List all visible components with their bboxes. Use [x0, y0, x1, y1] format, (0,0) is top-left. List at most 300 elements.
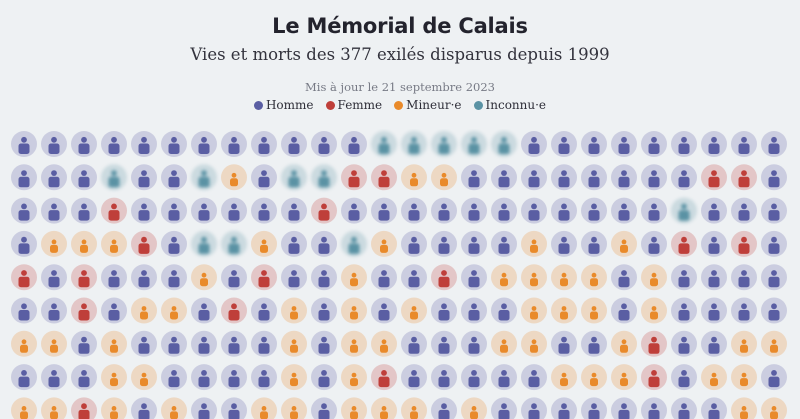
- person-head-icon: [201, 403, 207, 409]
- person-tile-homme[interactable]: [401, 364, 427, 390]
- person-tile-inconnu[interactable]: [191, 164, 217, 190]
- person-tile-homme[interactable]: [611, 131, 637, 157]
- person-tile-inconnu[interactable]: [671, 198, 697, 224]
- person-tile-homme[interactable]: [641, 164, 667, 190]
- person-tile-homme[interactable]: [551, 397, 577, 419]
- person-tile-mineur[interactable]: [371, 397, 397, 419]
- person-grid-svg: [0, 129, 800, 419]
- person-tile-inconnu[interactable]: [491, 131, 517, 157]
- person-tile-mineur[interactable]: [341, 397, 367, 419]
- person-head-icon: [201, 337, 207, 343]
- person-tile-homme[interactable]: [521, 364, 547, 390]
- person-tile-mineur[interactable]: [161, 298, 187, 324]
- person-tile-femme[interactable]: [641, 331, 667, 357]
- person-tile-homme[interactable]: [761, 264, 787, 290]
- person-tile-mineur[interactable]: [401, 298, 427, 324]
- person-tile-femme[interactable]: [731, 231, 757, 257]
- person-head-icon: [742, 406, 747, 411]
- person-tile-mineur[interactable]: [581, 264, 607, 290]
- person-body-icon: [260, 411, 268, 419]
- person-tile-femme[interactable]: [701, 164, 727, 190]
- person-tile-homme[interactable]: [521, 397, 547, 419]
- person-body-icon: [350, 312, 358, 320]
- person-tile-femme[interactable]: [371, 164, 397, 190]
- person-tile-homme[interactable]: [311, 331, 337, 357]
- person-tile-homme[interactable]: [161, 164, 187, 190]
- person-body-icon: [739, 177, 750, 188]
- person-tile-homme[interactable]: [221, 131, 247, 157]
- person-head-icon: [81, 204, 87, 210]
- person-tile-homme[interactable]: [461, 231, 487, 257]
- person-tile-homme[interactable]: [281, 131, 307, 157]
- person-tile-mineur[interactable]: [731, 397, 757, 419]
- person-tile-homme[interactable]: [761, 164, 787, 190]
- person-tile-homme[interactable]: [161, 131, 187, 157]
- person-tile-homme[interactable]: [611, 264, 637, 290]
- person-tile-mineur[interactable]: [341, 264, 367, 290]
- person-tile-mineur[interactable]: [521, 231, 547, 257]
- person-tile-homme[interactable]: [701, 131, 727, 157]
- person-tile-inconnu[interactable]: [401, 131, 427, 157]
- person-tile-homme[interactable]: [401, 231, 427, 257]
- person-tile-homme[interactable]: [491, 298, 517, 324]
- person-body-icon: [79, 310, 90, 321]
- person-tile-homme[interactable]: [461, 264, 487, 290]
- person-tile-inconnu[interactable]: [311, 164, 337, 190]
- person-tile-homme[interactable]: [761, 364, 787, 390]
- person-tile-homme[interactable]: [251, 298, 277, 324]
- legend-dot-inconnu: [474, 101, 483, 110]
- person-tile-homme[interactable]: [551, 164, 577, 190]
- person-tile-mineur[interactable]: [101, 331, 127, 357]
- person-tile-mineur[interactable]: [431, 164, 457, 190]
- person-tile-homme[interactable]: [251, 364, 277, 390]
- person-tile-homme[interactable]: [461, 298, 487, 324]
- person-tile-mineur[interactable]: [641, 264, 667, 290]
- person-tile-homme[interactable]: [431, 298, 457, 324]
- person-tile-inconnu[interactable]: [371, 131, 397, 157]
- person-head-icon: [381, 170, 387, 176]
- person-tile-homme[interactable]: [701, 264, 727, 290]
- person-tile-homme[interactable]: [761, 131, 787, 157]
- person-body-icon: [439, 243, 450, 254]
- person-tile-homme[interactable]: [491, 164, 517, 190]
- person-head-icon: [81, 270, 87, 276]
- person-head-icon: [381, 204, 387, 210]
- person-tile-homme[interactable]: [581, 164, 607, 190]
- person-tile-homme[interactable]: [191, 198, 217, 224]
- person-tile-homme[interactable]: [521, 131, 547, 157]
- person-head-icon: [172, 406, 177, 411]
- person-tile-homme[interactable]: [71, 131, 97, 157]
- person-tile-homme[interactable]: [131, 198, 157, 224]
- person-tile-homme[interactable]: [161, 331, 187, 357]
- person-tile-inconnu[interactable]: [341, 231, 367, 257]
- person-body-icon: [619, 277, 630, 288]
- person-body-icon: [349, 177, 360, 188]
- person-tile-mineur[interactable]: [521, 298, 547, 324]
- person-tile-homme[interactable]: [581, 231, 607, 257]
- person-tile-homme[interactable]: [191, 131, 217, 157]
- person-tile-homme[interactable]: [701, 397, 727, 419]
- person-tile-homme[interactable]: [281, 198, 307, 224]
- person-body-icon: [379, 377, 390, 388]
- person-tile-homme[interactable]: [641, 198, 667, 224]
- person-head-icon: [292, 306, 297, 311]
- person-tile-homme[interactable]: [371, 198, 397, 224]
- person-head-icon: [681, 137, 687, 143]
- person-tile-mineur[interactable]: [581, 298, 607, 324]
- person-body-icon: [739, 210, 750, 221]
- person-head-icon: [771, 303, 777, 309]
- person-tile-homme[interactable]: [491, 198, 517, 224]
- person-tile-homme[interactable]: [311, 131, 337, 157]
- person-tile-mineur[interactable]: [641, 298, 667, 324]
- person-tile-mineur[interactable]: [341, 298, 367, 324]
- person-tile-mineur[interactable]: [71, 231, 97, 257]
- person-tile-femme[interactable]: [221, 298, 247, 324]
- person-tile-homme[interactable]: [671, 331, 697, 357]
- person-tile-mineur[interactable]: [371, 231, 397, 257]
- person-tile-femme[interactable]: [311, 198, 337, 224]
- person-tile-homme[interactable]: [671, 131, 697, 157]
- person-tile-homme[interactable]: [401, 331, 427, 357]
- person-tile-homme[interactable]: [191, 397, 217, 419]
- person-head-icon: [201, 204, 207, 210]
- person-tile-femme[interactable]: [101, 198, 127, 224]
- legend-item-inconnu[interactable]: [474, 98, 547, 112]
- person-tile-mineur[interactable]: [371, 331, 397, 357]
- person-tile-homme[interactable]: [161, 264, 187, 290]
- person-head-icon: [412, 306, 417, 311]
- person-body-icon: [560, 378, 568, 386]
- person-tile-homme[interactable]: [701, 231, 727, 257]
- person-tile-homme[interactable]: [731, 131, 757, 157]
- person-tile-homme[interactable]: [341, 131, 367, 157]
- person-tile-homme[interactable]: [491, 364, 517, 390]
- person-tile-homme[interactable]: [101, 131, 127, 157]
- person-tile-mineur[interactable]: [761, 397, 787, 419]
- person-tile-femme[interactable]: [71, 264, 97, 290]
- person-tile-mineur[interactable]: [161, 397, 187, 419]
- person-tile-homme[interactable]: [131, 164, 157, 190]
- person-tile-homme[interactable]: [41, 364, 67, 390]
- person-tile-homme[interactable]: [251, 331, 277, 357]
- person-tile-homme[interactable]: [161, 231, 187, 257]
- person-tile-mineur[interactable]: [611, 331, 637, 357]
- person-tile-homme[interactable]: [551, 231, 577, 257]
- person-tile-homme[interactable]: [191, 298, 217, 324]
- person-tile-homme[interactable]: [461, 331, 487, 357]
- person-tile-inconnu[interactable]: [281, 164, 307, 190]
- person-tile-mineur[interactable]: [731, 364, 757, 390]
- person-tile-homme[interactable]: [701, 198, 727, 224]
- person-head-icon: [441, 137, 447, 143]
- person-tile-homme[interactable]: [581, 331, 607, 357]
- person-tile-mineur[interactable]: [461, 397, 487, 419]
- legend-item-femme[interactable]: [326, 98, 383, 112]
- person-tile-homme[interactable]: [311, 298, 337, 324]
- person-tile-homme[interactable]: [431, 397, 457, 419]
- person-body-icon: [170, 312, 178, 320]
- person-tile-homme[interactable]: [311, 364, 337, 390]
- person-tile-mineur[interactable]: [11, 397, 37, 419]
- person-tile-homme[interactable]: [41, 264, 67, 290]
- person-body-icon: [589, 410, 600, 419]
- person-tile-mineur[interactable]: [401, 397, 427, 419]
- person-tile-mineur[interactable]: [341, 331, 367, 357]
- person-tile-homme[interactable]: [71, 164, 97, 190]
- person-body-icon: [139, 177, 150, 188]
- person-tile-mineur[interactable]: [101, 397, 127, 419]
- person-tile-inconnu[interactable]: [101, 164, 127, 190]
- person-tile-mineur[interactable]: [611, 231, 637, 257]
- person-tile-femme[interactable]: [431, 264, 457, 290]
- person-tile-mineur[interactable]: [131, 298, 157, 324]
- person-tile-homme[interactable]: [581, 131, 607, 157]
- person-tile-mineur[interactable]: [11, 331, 37, 357]
- person-tile-homme[interactable]: [41, 298, 67, 324]
- person-tile-homme[interactable]: [71, 198, 97, 224]
- person-body-icon: [319, 210, 330, 221]
- person-tile-homme[interactable]: [461, 198, 487, 224]
- person-tile-mineur[interactable]: [611, 364, 637, 390]
- person-tile-homme[interactable]: [611, 397, 637, 419]
- person-tile-homme[interactable]: [401, 264, 427, 290]
- person-tile-homme[interactable]: [641, 397, 667, 419]
- person-tile-femme[interactable]: [251, 264, 277, 290]
- person-tile-homme[interactable]: [611, 164, 637, 190]
- person-head-icon: [292, 339, 297, 344]
- person-tile-mineur[interactable]: [701, 364, 727, 390]
- person-tile-homme[interactable]: [671, 298, 697, 324]
- person-body-icon: [350, 411, 358, 419]
- person-tile-homme[interactable]: [521, 198, 547, 224]
- person-tile-homme[interactable]: [251, 198, 277, 224]
- person-tile-mineur[interactable]: [761, 331, 787, 357]
- person-head-icon: [531, 170, 537, 176]
- person-tile-homme[interactable]: [431, 364, 457, 390]
- person-tile-mineur[interactable]: [131, 364, 157, 390]
- person-tile-homme[interactable]: [41, 131, 67, 157]
- person-tile-mineur[interactable]: [41, 331, 67, 357]
- person-tile-mineur[interactable]: [281, 331, 307, 357]
- person-tile-mineur[interactable]: [521, 264, 547, 290]
- person-tile-mineur[interactable]: [401, 164, 427, 190]
- person-tile-homme[interactable]: [221, 331, 247, 357]
- person-tile-mineur[interactable]: [281, 298, 307, 324]
- person-tile-homme[interactable]: [371, 264, 397, 290]
- person-tile-homme[interactable]: [131, 264, 157, 290]
- person-tile-homme[interactable]: [491, 397, 517, 419]
- person-body-icon: [499, 310, 510, 321]
- person-tile-homme[interactable]: [161, 364, 187, 390]
- person-tile-femme[interactable]: [11, 264, 37, 290]
- person-tile-homme[interactable]: [371, 298, 397, 324]
- person-tile-homme[interactable]: [101, 298, 127, 324]
- person-tile-mineur[interactable]: [521, 331, 547, 357]
- person-tile-inconnu[interactable]: [221, 231, 247, 257]
- person-tile-homme[interactable]: [281, 264, 307, 290]
- person-tile-homme[interactable]: [311, 231, 337, 257]
- person-tile-homme[interactable]: [131, 397, 157, 419]
- person-tile-mineur[interactable]: [251, 397, 277, 419]
- person-body-icon: [740, 345, 748, 353]
- person-tile-femme[interactable]: [641, 364, 667, 390]
- person-tile-homme[interactable]: [521, 164, 547, 190]
- person-tile-homme[interactable]: [671, 264, 697, 290]
- person-tile-homme[interactable]: [581, 198, 607, 224]
- person-body-icon: [199, 410, 210, 419]
- person-tile-homme[interactable]: [11, 298, 37, 324]
- person-tile-homme[interactable]: [581, 397, 607, 419]
- person-tile-homme[interactable]: [611, 198, 637, 224]
- person-body-icon: [229, 310, 240, 321]
- person-head-icon: [681, 403, 687, 409]
- person-tile-femme[interactable]: [131, 231, 157, 257]
- person-tile-homme[interactable]: [311, 264, 337, 290]
- person-tile-homme[interactable]: [731, 264, 757, 290]
- person-tile-inconnu[interactable]: [431, 131, 457, 157]
- person-tile-homme[interactable]: [641, 231, 667, 257]
- person-body-icon: [769, 210, 780, 221]
- person-body-icon: [499, 410, 510, 419]
- person-tile-mineur[interactable]: [551, 298, 577, 324]
- person-tile-homme[interactable]: [731, 198, 757, 224]
- person-body-icon: [19, 310, 30, 321]
- person-tile-mineur[interactable]: [281, 397, 307, 419]
- person-tile-homme[interactable]: [401, 198, 427, 224]
- person-tile-femme[interactable]: [371, 364, 397, 390]
- legend-item-homme[interactable]: [254, 98, 314, 112]
- person-tile-homme[interactable]: [551, 331, 577, 357]
- person-tile-homme[interactable]: [551, 131, 577, 157]
- person-tile-femme[interactable]: [341, 164, 367, 190]
- person-tile-mineur[interactable]: [251, 231, 277, 257]
- person-tile-homme[interactable]: [701, 331, 727, 357]
- person-tile-homme[interactable]: [11, 364, 37, 390]
- person-tile-mineur[interactable]: [491, 264, 517, 290]
- person-body-icon: [20, 345, 28, 353]
- person-body-icon: [679, 310, 690, 321]
- person-tile-homme[interactable]: [161, 198, 187, 224]
- person-tile-homme[interactable]: [101, 264, 127, 290]
- person-tile-homme[interactable]: [11, 131, 37, 157]
- person-tile-femme[interactable]: [71, 298, 97, 324]
- person-tile-mineur[interactable]: [281, 364, 307, 390]
- person-tile-mineur[interactable]: [221, 164, 247, 190]
- person-tile-mineur[interactable]: [581, 364, 607, 390]
- person-head-icon: [112, 373, 117, 378]
- person-head-icon: [352, 306, 357, 311]
- person-tile-homme[interactable]: [461, 164, 487, 190]
- person-tile-inconnu[interactable]: [191, 231, 217, 257]
- person-tile-homme[interactable]: [641, 131, 667, 157]
- person-tile-homme[interactable]: [11, 164, 37, 190]
- person-head-icon: [201, 137, 207, 143]
- person-body-icon: [440, 178, 448, 186]
- legend-item-mineur[interactable]: [394, 98, 461, 112]
- person-tile-homme[interactable]: [311, 397, 337, 419]
- person-tile-homme[interactable]: [491, 231, 517, 257]
- person-head-icon: [592, 306, 597, 311]
- person-body-icon: [469, 310, 480, 321]
- person-tile-homme[interactable]: [671, 397, 697, 419]
- person-tile-homme[interactable]: [671, 164, 697, 190]
- person-tile-homme[interactable]: [761, 198, 787, 224]
- person-tile-femme[interactable]: [671, 231, 697, 257]
- person-tile-homme[interactable]: [221, 264, 247, 290]
- person-tile-mineur[interactable]: [41, 397, 67, 419]
- person-body-icon: [530, 345, 538, 353]
- person-tile-homme[interactable]: [281, 231, 307, 257]
- person-body-icon: [259, 210, 270, 221]
- person-tile-homme[interactable]: [131, 131, 157, 157]
- person-tile-femme[interactable]: [731, 164, 757, 190]
- person-tile-homme[interactable]: [431, 198, 457, 224]
- person-head-icon: [531, 403, 537, 409]
- person-tile-homme[interactable]: [191, 364, 217, 390]
- person-head-icon: [141, 170, 147, 176]
- person-tile-homme[interactable]: [221, 198, 247, 224]
- person-tile-homme[interactable]: [251, 131, 277, 157]
- person-tile-mineur[interactable]: [551, 364, 577, 390]
- person-tile-homme[interactable]: [131, 331, 157, 357]
- person-tile-homme[interactable]: [221, 397, 247, 419]
- person-tile-mineur[interactable]: [191, 264, 217, 290]
- person-tile-mineur[interactable]: [731, 331, 757, 357]
- person-head-icon: [621, 270, 627, 276]
- person-tile-mineur[interactable]: [551, 264, 577, 290]
- person-tile-femme[interactable]: [71, 397, 97, 419]
- person-head-icon: [291, 270, 297, 276]
- person-tile-homme[interactable]: [611, 298, 637, 324]
- person-tile-mineur[interactable]: [491, 331, 517, 357]
- person-tile-homme[interactable]: [461, 364, 487, 390]
- person-tile-mineur[interactable]: [341, 364, 367, 390]
- person-tile-homme[interactable]: [341, 198, 367, 224]
- person-tile-homme[interactable]: [761, 298, 787, 324]
- person-head-icon: [321, 303, 327, 309]
- person-tile-homme[interactable]: [11, 198, 37, 224]
- person-tile-homme[interactable]: [71, 364, 97, 390]
- person-head-icon: [411, 270, 417, 276]
- person-head-icon: [532, 339, 537, 344]
- person-tile-mineur[interactable]: [41, 231, 67, 257]
- person-head-icon: [112, 339, 117, 344]
- person-tile-homme[interactable]: [551, 198, 577, 224]
- person-tile-inconnu[interactable]: [461, 131, 487, 157]
- person-head-icon: [561, 337, 567, 343]
- person-tile-mineur[interactable]: [101, 231, 127, 257]
- person-tile-homme[interactable]: [761, 231, 787, 257]
- person-tile-homme[interactable]: [221, 364, 247, 390]
- person-tile-homme[interactable]: [41, 164, 67, 190]
- person-tile-homme[interactable]: [701, 298, 727, 324]
- person-tile-homme[interactable]: [191, 331, 217, 357]
- person-tile-homme[interactable]: [41, 198, 67, 224]
- person-body-icon: [379, 210, 390, 221]
- person-tile-homme[interactable]: [431, 331, 457, 357]
- person-tile-homme[interactable]: [251, 164, 277, 190]
- person-tile-homme[interactable]: [71, 331, 97, 357]
- person-tile-homme[interactable]: [671, 364, 697, 390]
- person-tile-homme[interactable]: [431, 231, 457, 257]
- person-tile-mineur[interactable]: [101, 364, 127, 390]
- person-body-icon: [439, 310, 450, 321]
- person-tile-homme[interactable]: [731, 298, 757, 324]
- person-tile-homme[interactable]: [11, 231, 37, 257]
